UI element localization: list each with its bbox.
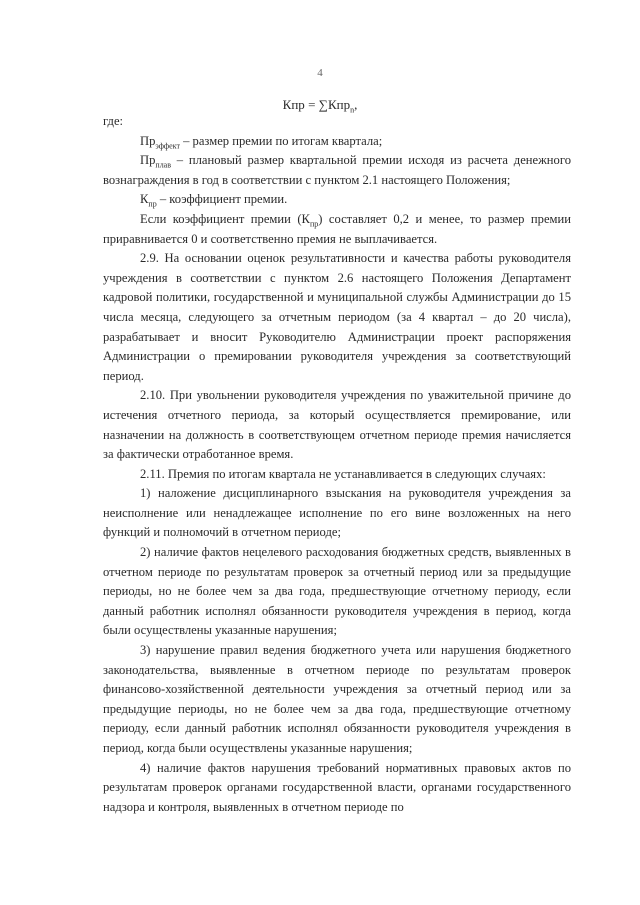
coefficient-note: Если коэффициент премии $(К_{пр})$ составляет 0,2 и менее, то размер премии приравнивается 0 и соответственно премия не выплачивается. bbox=[103, 211, 572, 246]
case-4: 4) наличие фактов нарушения требований нормативных правовых актов по результатам проверок органами государственной власти, органами государственного надзора и контроля, выявленных в отчетном периоде по bbox=[103, 760, 571, 814]
document-body bbox=[103, 112, 571, 817]
definition-coefficient: $К_{пр}$ – коэффициент премии. bbox=[140, 192, 288, 209]
premium-formula: Кпр = ∑Кпр$_n$, bbox=[282, 97, 358, 115]
where-label: где: bbox=[103, 114, 124, 128]
formula-lhs: Кпр bbox=[282, 97, 305, 112]
case-1: 1) наложение дисциплинарного взыскания на руководителя учреждения за неисполнение или ненадлежащее исполнение по его вине возложенных на него функций и полномочий в отчетном периоде; bbox=[103, 486, 571, 540]
paragraph-2-11: 2.11. Премия по итогам квартала не устанавливается в следующих случаях: bbox=[140, 466, 546, 481]
page-number: 4 bbox=[317, 67, 323, 79]
paragraph-2-10: 2.10. При увольнении руководителя учреждения по уважительной причине до истечения отчетного периода, за который осуществляется премирование, или назначении на должность в соответствующем отчетном периоде премия начисляется за фактически отработанное время. bbox=[103, 388, 571, 462]
case-3: 3) нарушение правил ведения бюджетного учета или нарушения бюджетного законодательства, выявленные в отчетном периоде по результатам проверок финансово-хозяйственной деятельности учреждения за отчетный период или за предыдущие периоды, но не более чем за два года, предшествующие отчетному периоду, если данный работник исполнял обязанности руководителя учреждения в период, когда были осуществлены указанные нарушения; bbox=[103, 643, 571, 755]
definition-quarter-premium: $Пр_{эффект}$ – размер премии по итогам квартала; bbox=[140, 133, 383, 151]
case-2: 2) наличие фактов нецелевого расходования бюджетных средств, выявленных в отчетном периоде по результатам проверок за отчетный период или за предыдущие периоды, но не более чем за два года, предшествующие отчетному периоду, если данный работник исполнял обязанности руководителя учреждения в период, когда были осуществлены указанные нарушения; bbox=[103, 545, 571, 638]
paragraph-2-9: 2.9. На основании оценок результативности и качества работы руководителя учреждения в соответствии с пунктом 2.6 настоящего Положения Департамент кадровой политики, государственной и муниципальной службы Администрации до 15 числа месяца, следующего за отчетным периодом (за 4 квартал – до 20 числа), разрабатывает и вносит Руководителю Администрации проект распоряжения Администрации о премировании руководителя учреждения за соответствующий период. bbox=[103, 251, 571, 383]
definition-planned-premium: $Пр_{плав}$ – плановый размер квартальной премии исходя из расчета денежного вознаграждения в год в соответствии с пунктом 2.1 настоящего Положения; bbox=[103, 153, 571, 187]
sum-symbol: ∑ bbox=[318, 97, 328, 112]
